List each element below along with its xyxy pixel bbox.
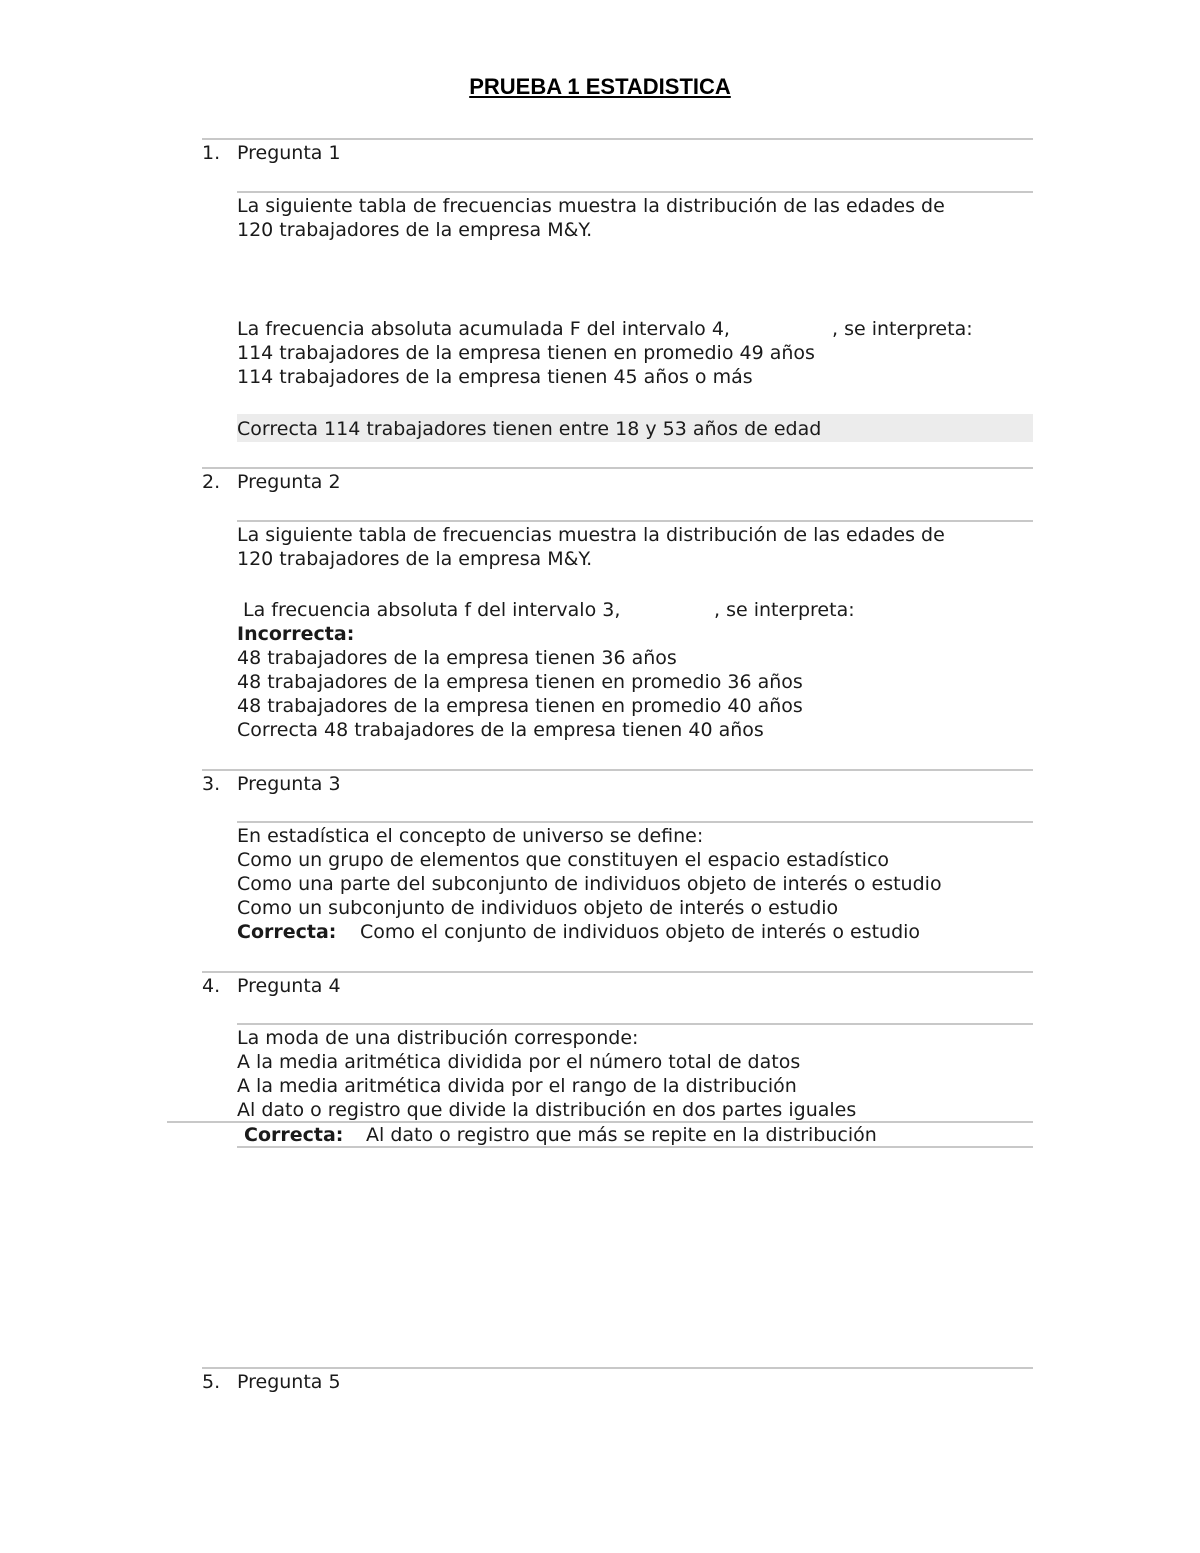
question-label: Pregunta 5 xyxy=(237,1371,341,1393)
divider xyxy=(202,467,1033,469)
question-label: Pregunta 1 xyxy=(237,142,341,164)
question-text: 120 trabajadores de la empresa M&Y. xyxy=(237,219,593,241)
correct-answer: Como el conjunto de individuos objeto de interés o estudio xyxy=(360,921,921,943)
answer-option: Correcta 48 trabajadores de la empresa tienen 40 años xyxy=(237,719,764,741)
question-number: 4. xyxy=(202,975,221,997)
divider xyxy=(237,1146,1033,1148)
answer-option: Como un grupo de elementos que constituyen el espacio estadístico xyxy=(237,849,890,871)
question-prompt: La frecuencia absoluta f del intervalo 3, xyxy=(243,599,621,621)
question-number: 2. xyxy=(202,471,221,493)
question-prompt-tail: , se interpreta: xyxy=(714,599,855,621)
question-number: 1. xyxy=(202,142,221,164)
question-prompt: En estadística el concepto de universo se define: xyxy=(237,825,704,847)
question-number: 3. xyxy=(202,773,221,795)
correct-answer: Al dato o registro que más se repite en la distribución xyxy=(366,1124,877,1146)
answer-option: A la media aritmética divida por el rango de la distribución xyxy=(237,1075,797,1097)
divider xyxy=(237,821,1033,823)
divider xyxy=(202,971,1033,973)
question-number: 5. xyxy=(202,1371,221,1393)
status-label: Incorrecta: xyxy=(237,623,355,645)
answer-option: 48 trabajadores de la empresa tienen en promedio 40 años xyxy=(237,695,803,717)
divider xyxy=(202,769,1033,771)
divider xyxy=(237,520,1033,522)
answer-option: Al dato o registro que divide la distribución en dos partes iguales xyxy=(237,1099,857,1121)
question-label: Pregunta 4 xyxy=(237,975,341,997)
divider xyxy=(237,191,1033,193)
question-label: Pregunta 3 xyxy=(237,773,341,795)
divider xyxy=(237,1023,1033,1025)
correct-answer: Correcta 114 trabajadores tienen entre 18 y 53 años de edad xyxy=(237,418,822,440)
answer-option: 114 trabajadores de la empresa tienen en promedio 49 años xyxy=(237,342,815,364)
answer-option: 48 trabajadores de la empresa tienen 36 años xyxy=(237,647,677,669)
divider xyxy=(202,138,1033,140)
answer-option: A la media aritmética dividida por el número total de datos xyxy=(237,1051,801,1073)
answer-option: Como una parte del subconjunto de individuos objeto de interés o estudio xyxy=(237,873,942,895)
answer-option: Como un subconjunto de individuos objeto de interés o estudio xyxy=(237,897,839,919)
divider xyxy=(202,1367,1033,1369)
question-text: La siguiente tabla de frecuencias muestra la distribución de las edades de xyxy=(237,195,945,217)
correct-label: Correcta: xyxy=(244,1124,344,1146)
question-prompt: La frecuencia absoluta acumulada F del intervalo 4, xyxy=(237,318,730,340)
correct-label: Correcta: xyxy=(237,921,337,943)
question-prompt: La moda de una distribución corresponde: xyxy=(237,1027,639,1049)
answer-option: 48 trabajadores de la empresa tienen en promedio 36 años xyxy=(237,671,803,693)
question-text: 120 trabajadores de la empresa M&Y. xyxy=(237,548,593,570)
question-prompt-tail: , se interpreta: xyxy=(832,318,973,340)
question-text: La siguiente tabla de frecuencias muestra la distribución de las edades de xyxy=(237,524,945,546)
answer-option: 114 trabajadores de la empresa tienen 45 años o más xyxy=(237,366,753,388)
page-title: PRUEBA 1 ESTADISTICA xyxy=(469,74,731,99)
question-label: Pregunta 2 xyxy=(237,471,341,493)
